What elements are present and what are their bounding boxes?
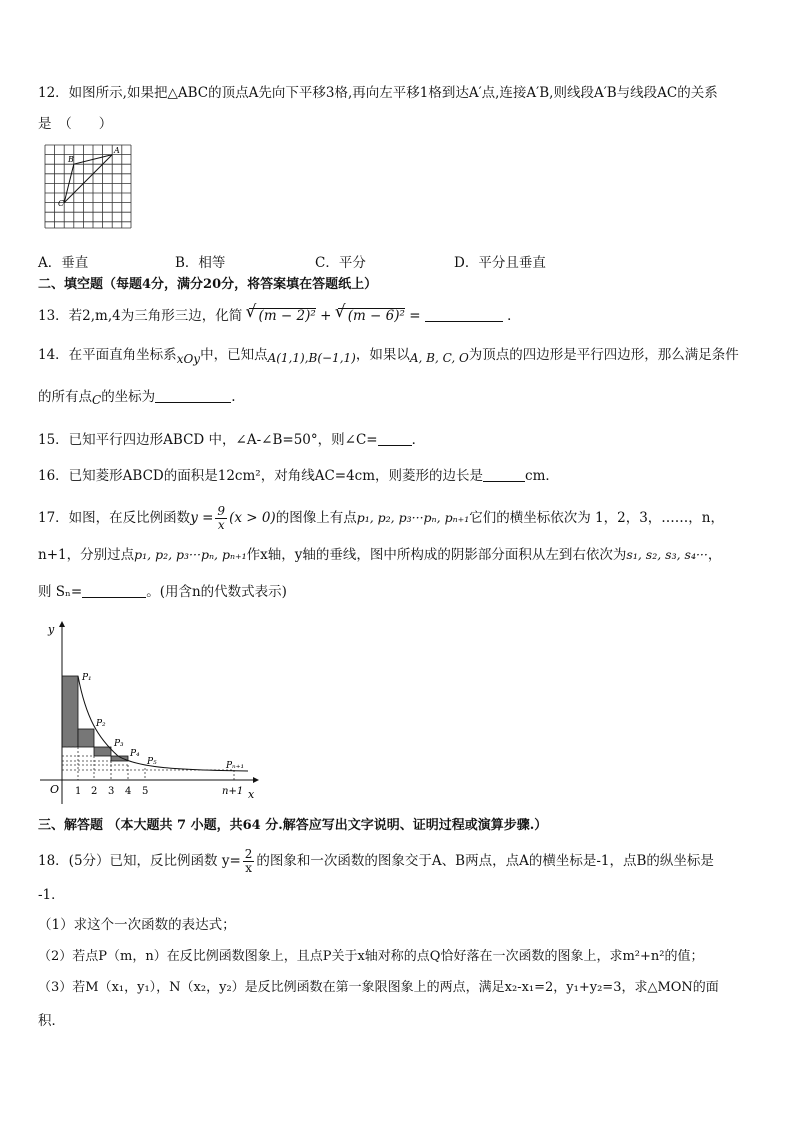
q16-end: cm． bbox=[525, 468, 559, 484]
q18-text-b: 的图象和一次函数的图象交于A、B两点，点A的横坐标是-1，点B的纵坐标是 bbox=[256, 853, 714, 869]
x-tick-2: 2 bbox=[91, 786, 98, 797]
q18-text-a: 18．(5分）已知，反比例函数 y= bbox=[38, 853, 241, 869]
q17-line2 bbox=[38, 546, 721, 564]
point-label-p3: P₃ bbox=[114, 739, 124, 749]
x-tick-5: 5 bbox=[142, 786, 149, 797]
q14-points: A(1,1),B(−1,1) bbox=[267, 351, 356, 365]
q17-graph bbox=[38, 618, 262, 806]
q17-points-2: p₁, p₂, p₃···pₙ, pₙ₊₁ bbox=[134, 547, 247, 562]
shade-s1 bbox=[62, 676, 78, 747]
q13-line bbox=[38, 307, 521, 325]
x-tick-3: 3 bbox=[108, 786, 115, 797]
q18-part2: （2）若点P（m，n）在反比例函数图象上，且点P关于x轴对称的点Q恰好落在一次函数的图象上，求m²+n²的值； bbox=[38, 949, 704, 964]
q17-text-a: 17．如图，在反比例函数 bbox=[38, 510, 191, 526]
q12-line1: 12．如图所示,如果把△ABC的顶点A先向下平移3格,再向左平移1格到达A′点,连接A′B,则线段A′B与线段AC的关系 bbox=[38, 85, 718, 101]
q13-end: ． bbox=[507, 308, 521, 324]
q14-text-a: 14．在平面直角坐标系 bbox=[38, 347, 177, 363]
q14-point-c: C bbox=[92, 393, 102, 407]
q13-plus: + bbox=[320, 308, 332, 324]
q15-end: ． bbox=[411, 432, 426, 448]
q14-text-e: ，如果以 bbox=[355, 347, 410, 363]
q13-prefix: 13．若2,m,4为三角形三边，化简 bbox=[38, 308, 243, 324]
q14-text-2a: 的所有点 bbox=[38, 389, 92, 405]
q16-answer-blank bbox=[483, 468, 525, 482]
origin-label: O bbox=[50, 783, 60, 796]
q17-points-1: p₁, p₂, p₃···pₙ, pₙ₊₁ bbox=[356, 510, 470, 525]
q17-line1 bbox=[38, 505, 724, 532]
q17-text-2a: n+1，分别过点 bbox=[38, 547, 135, 563]
x-tick-4: 4 bbox=[125, 786, 132, 797]
q12-grid-figure bbox=[44, 144, 134, 230]
point-label-p4: P₄ bbox=[130, 749, 140, 759]
x-axis-label: x bbox=[248, 788, 255, 801]
q17-text-3b: 。(用含n的代数式表示) bbox=[146, 584, 287, 600]
q12-line2: 是 （ ） bbox=[38, 116, 113, 132]
grid-label-a: A bbox=[114, 146, 120, 155]
q18-line1 bbox=[38, 848, 714, 875]
q12-option-a: A．垂直 bbox=[38, 255, 89, 271]
q14-text-c: 中，已知点 bbox=[200, 347, 268, 363]
q13-eq: = bbox=[409, 308, 421, 324]
q17-text-c: 它们的横坐标依次为 1，2，3，……，n， bbox=[469, 510, 725, 526]
q14-vertices: A, B, C, O bbox=[409, 351, 469, 365]
q16-line bbox=[38, 467, 559, 485]
q16-text: 16．已知菱形ABCD的面积是12cm²，对角线AC=4cm，则菱形的边长是 bbox=[38, 468, 484, 484]
q14-line2 bbox=[38, 388, 235, 409]
q18-part3: （3）若M（x₁，y₁），N（x₂，y₂）是反比例函数在第一象限图象上的两点，满足x₂-x₁=2，y₁+y₂=3，求△MON的面 bbox=[38, 980, 719, 995]
q13-root2: √ (m − 6)² bbox=[338, 308, 405, 324]
q13-root1: √ (m − 2)² bbox=[249, 308, 316, 324]
point-label-p1: P₁ bbox=[82, 673, 92, 683]
point-label-pn1: Pₙ₊₁ bbox=[226, 761, 245, 771]
section2-heading: 二、填空题（每题4分，满分20分，将答案填在答题纸上） bbox=[38, 277, 378, 292]
x-tick-1: 1 bbox=[75, 786, 82, 797]
shade-s2 bbox=[78, 729, 94, 747]
q17-answer-blank bbox=[82, 584, 146, 598]
q17-frac-den: x bbox=[217, 518, 225, 532]
q17-line3 bbox=[38, 583, 287, 601]
q18-frac-den: x bbox=[245, 861, 252, 875]
q14-text-2c: 的坐标为 bbox=[101, 389, 156, 405]
q14-text-g: 为顶点的四边形是平行四边形，那么满足条件 bbox=[468, 347, 739, 363]
q17-text-b: 的图像上有点 bbox=[275, 510, 357, 526]
grid-label-c: C bbox=[58, 199, 65, 208]
q17-areas: s₁, s₂, s₃, s₄··· bbox=[626, 547, 708, 562]
q14-line1 bbox=[38, 346, 739, 368]
shade-s3 bbox=[94, 747, 111, 756]
q18-frac-num: 2 bbox=[244, 847, 253, 861]
grid-lines bbox=[45, 145, 131, 228]
q18-part3-end: 积． bbox=[38, 1013, 65, 1029]
q18-fraction bbox=[243, 848, 255, 875]
q12-option-b: B．相等 bbox=[175, 255, 226, 271]
q14-answer-blank bbox=[155, 389, 231, 403]
q15-line bbox=[38, 431, 425, 449]
grid-label-b: B bbox=[68, 155, 74, 164]
q17-func-lhs: y = bbox=[190, 510, 214, 526]
q14-end: . bbox=[231, 389, 236, 405]
y-axis-label: y bbox=[48, 623, 55, 636]
q17-frac-num: 9 bbox=[217, 504, 226, 518]
q12-option-c: C．平分 bbox=[315, 255, 366, 271]
q15-text: 15．已知平行四边形ABCD 中，∠A-∠B=50°，则∠C= bbox=[38, 432, 378, 448]
q12-option-d: D．平分且垂直 bbox=[454, 255, 546, 271]
q18-line2: -1． bbox=[38, 887, 65, 903]
q15-answer-blank bbox=[378, 432, 412, 446]
q18-part1: （1）求这个一次函数的表达式； bbox=[38, 917, 236, 933]
q14-xoy: xOy bbox=[176, 352, 201, 366]
q17-fraction bbox=[215, 505, 227, 532]
q17-text-2e: ， bbox=[707, 547, 722, 563]
q13-answer-blank bbox=[425, 308, 503, 322]
q17-func-cond: (x > 0) bbox=[229, 510, 276, 526]
q17-text-2c: 作x轴，y轴的垂线，图中所构成的阴影部分面积从左到右依次为 bbox=[246, 547, 627, 563]
section3-heading: 三、解答题 （本大题共 7 小题，共64 分.解答应写出文字说明、证明过程或演算步骤.） bbox=[38, 818, 548, 833]
x-tick-n1: n+1 bbox=[222, 786, 244, 797]
q17-text-3a: 则 Sₙ= bbox=[38, 584, 83, 600]
point-label-p5: P₅ bbox=[147, 757, 157, 767]
point-label-p2: P₂ bbox=[96, 719, 106, 729]
